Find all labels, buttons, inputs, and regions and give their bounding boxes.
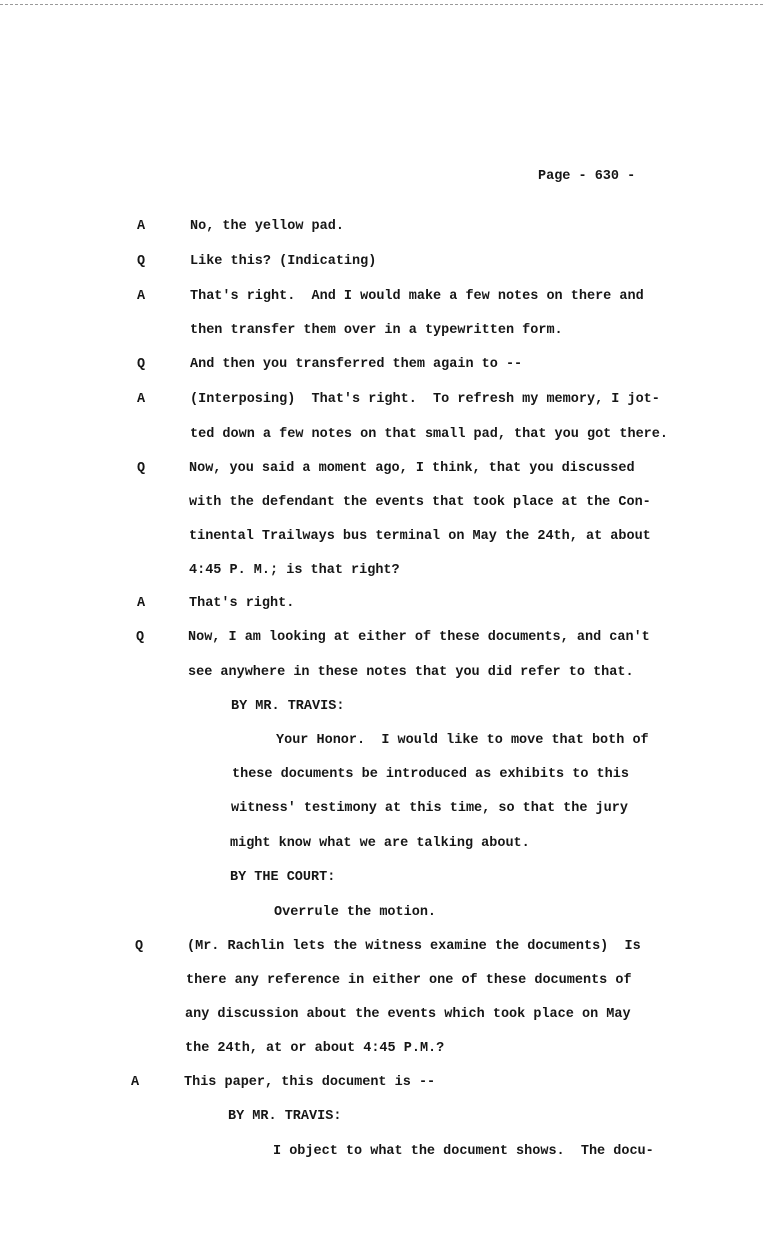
transcript-line: then transfer them over in a typewritten form. bbox=[190, 323, 563, 338]
speaker-label: Q bbox=[137, 461, 146, 476]
transcript-line: the 24th, at or about 4:45 P.M.? bbox=[185, 1041, 445, 1056]
transcript-line: any discussion about the events which took place on May bbox=[185, 1007, 631, 1022]
transcript-line: I object to what the document shows. The docu- bbox=[273, 1144, 654, 1159]
transcript-line: there any reference in either one of these documents of bbox=[186, 973, 632, 988]
speaker-label: A bbox=[137, 219, 146, 234]
transcript-line: ted down a few notes on that small pad, that you got there. bbox=[190, 427, 668, 442]
transcript-line: And then you transferred them again to -- bbox=[190, 357, 523, 372]
speaker-label: Q bbox=[137, 357, 146, 372]
transcript-line: tinental Trailways bus terminal on May the 24th, at about bbox=[189, 529, 651, 544]
page-number: Page - 630 - bbox=[538, 169, 636, 184]
transcript-line: these documents be introduced as exhibits to this bbox=[232, 767, 629, 782]
speaker-label: Q bbox=[136, 630, 145, 645]
transcript-line: Overrule the motion. bbox=[274, 905, 437, 920]
speaker-heading: BY MR. TRAVIS: bbox=[231, 699, 345, 714]
transcript-line: This paper, this document is -- bbox=[184, 1075, 436, 1090]
speaker-label: A bbox=[131, 1075, 140, 1090]
transcript-line: witness' testimony at this time, so that the jury bbox=[231, 801, 628, 816]
transcript-line: Your Honor. I would like to move that both of bbox=[276, 733, 649, 748]
transcript-line: Now, you said a moment ago, I think, that you discussed bbox=[189, 461, 635, 476]
transcript-line: That's right. And I would make a few notes on there and bbox=[190, 289, 644, 304]
top-rule bbox=[0, 4, 763, 5]
transcript-line: see anywhere in these notes that you did refer to that. bbox=[188, 665, 634, 680]
transcript-line: might know what we are talking about. bbox=[230, 836, 530, 851]
speaker-heading: BY MR. TRAVIS: bbox=[228, 1109, 342, 1124]
speaker-label: Q bbox=[135, 939, 144, 954]
speaker-heading: BY THE COURT: bbox=[230, 870, 336, 885]
speaker-label: Q bbox=[137, 254, 146, 269]
transcript-line: (Mr. Rachlin lets the witness examine the documents) Is bbox=[187, 939, 641, 954]
transcript-line: No, the yellow pad. bbox=[190, 219, 344, 234]
speaker-label: A bbox=[137, 596, 146, 611]
transcript-line: 4:45 P. M.; is that right? bbox=[189, 563, 400, 578]
transcript-line: (Interposing) That's right. To refresh my memory, I jot- bbox=[190, 392, 660, 407]
transcript-line: with the defendant the events that took place at the Con- bbox=[189, 495, 651, 510]
transcript-line: Now, I am looking at either of these documents, and can't bbox=[188, 630, 650, 645]
speaker-label: A bbox=[137, 392, 146, 407]
speaker-label: A bbox=[137, 289, 146, 304]
transcript-line: Like this? (Indicating) bbox=[190, 254, 377, 269]
transcript-line: That's right. bbox=[189, 596, 295, 611]
